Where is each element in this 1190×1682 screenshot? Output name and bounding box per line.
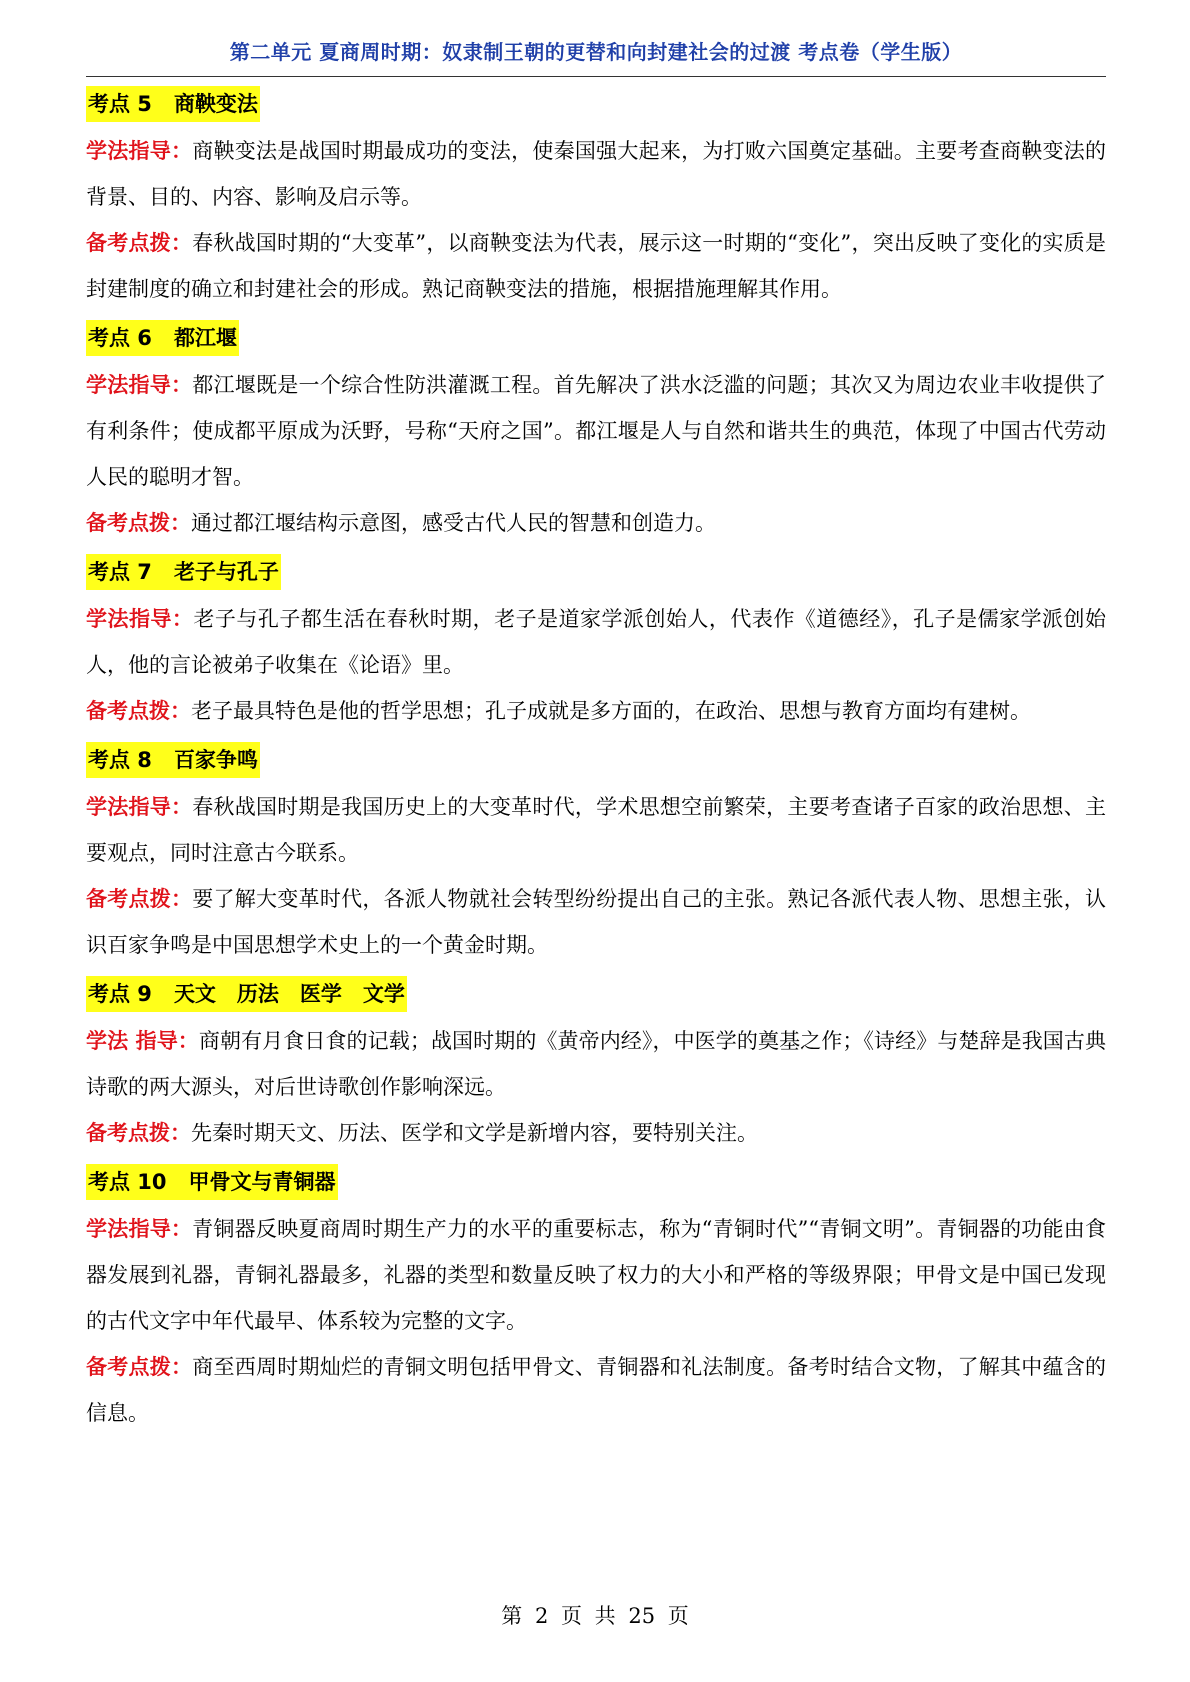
exam-tips	[86, 220, 1106, 312]
study-guide-label: 学法指导：	[86, 1217, 193, 1241]
header-title: 第二单元 夏商周时期：奴隶制王朝的更替和向封建社会的过渡 考点卷（学生版）	[229, 40, 963, 64]
study-guide-label: 学法 指导：	[86, 1029, 199, 1053]
topic-7	[86, 554, 1106, 734]
study-guide	[86, 1206, 1106, 1344]
study-guide-text: 老子与孔子都生活在春秋时期，老子是道家学派创始人，代表作《道德经》，孔子是儒家学派创始人，他的言论被弟子收集在《论语》里。	[86, 607, 1107, 677]
topic-number: 考点 7	[88, 560, 152, 584]
study-guide-text: 商鞅变法是战国时期最成功的变法，使秦国强大起来，为打败六国奠定基础。主要考查商鞅变法的背景、目的、内容、影响及启示等。	[86, 139, 1107, 209]
study-guide-text: 青铜器反映夏商周时期生产力的水平的重要标志，称为“青铜时代”“青铜文明”。青铜器的功能由食器发展到礼器，青铜礼器最多，礼器的类型和数量反映了权力的大小和严格的等级界限；甲骨文是中国已发现的古代文字中年代最早、体系较为完整的文字。	[86, 1217, 1106, 1333]
exam-tips-label: 备考点拨：	[86, 511, 191, 535]
topic-8	[86, 742, 1106, 968]
topic-number: 考点 9	[88, 982, 152, 1006]
topic-number: 考点 5	[88, 92, 152, 116]
exam-tips-label: 备考点拨：	[86, 887, 193, 911]
page-number: 第 2 页 共 25 页	[501, 1604, 689, 1628]
study-guide-label: 学法指导：	[86, 795, 193, 819]
topic-name: 老子与孔子	[173, 560, 279, 584]
topic-number: 考点 8	[88, 748, 152, 772]
exam-tips	[86, 1344, 1106, 1436]
page-footer	[0, 1600, 1190, 1630]
topic-number: 考点 6	[88, 326, 152, 350]
topic-heading	[86, 86, 260, 122]
topic-name: 天文 历法 医学 文学	[173, 982, 405, 1006]
exam-tips	[86, 500, 1106, 546]
study-guide-text: 都江堰既是一个综合性防洪灌溉工程。首先解决了洪水泛滥的问题；其次又为周边农业丰收提供了有利条件；使成都平原成为沃野，号称“天府之国”。都江堰是人与自然和谐共生的典范，体现了中国古代劳动人民的聪明才智。	[86, 373, 1107, 489]
exam-tips-text: 先秦时期天文、历法、医学和文学是新增内容，要特别关注。	[191, 1121, 758, 1145]
topic-number: 考点 10	[88, 1170, 167, 1194]
page-header	[86, 30, 1106, 77]
topic-5	[86, 86, 1106, 312]
document-body	[86, 86, 1106, 1444]
topic-9	[86, 976, 1106, 1156]
topic-heading	[86, 742, 260, 778]
exam-tips	[86, 876, 1106, 968]
exam-tips-text: 商至西周时期灿烂的青铜文明包括甲骨文、青铜器和礼法制度。备考时结合文物，了解其中蕴含的信息。	[86, 1355, 1107, 1425]
study-guide	[86, 784, 1106, 876]
exam-tips-text: 通过都江堰结构示意图，感受古代人民的智慧和创造力。	[191, 511, 716, 535]
topic-heading	[86, 320, 239, 356]
exam-tips-label: 备考点拨：	[86, 231, 193, 255]
exam-tips-label: 备考点拨：	[86, 699, 191, 723]
exam-tips-text: 春秋战国时期的“大变革”，以商鞅变法为代表，展示这一时期的“变化”，突出反映了变化的实质是封建制度的确立和封建社会的形成。熟记商鞅变法的措施，根据措施理解其作用。	[86, 231, 1106, 301]
topic-name: 商鞅变法	[173, 92, 258, 116]
study-guide	[86, 1018, 1106, 1110]
study-guide	[86, 362, 1106, 500]
topic-6	[86, 320, 1106, 546]
exam-tips	[86, 688, 1106, 734]
topic-name: 甲骨文与青铜器	[188, 1170, 336, 1194]
exam-tips	[86, 1110, 1106, 1156]
study-guide-label: 学法指导：	[86, 373, 193, 397]
study-guide-label: 学法指导：	[86, 607, 194, 631]
topic-10	[86, 1164, 1106, 1436]
topic-heading	[86, 1164, 338, 1200]
topic-name: 都江堰	[173, 326, 237, 350]
study-guide-text: 商朝有月食日食的记载；战国时期的《黄帝内经》，中医学的奠基之作；《诗经》与楚辞是我国古典诗歌的两大源头，对后世诗歌创作影响深远。	[86, 1029, 1107, 1099]
study-guide-text: 春秋战国时期是我国历史上的大变革时代，学术思想空前繁荣，主要考查诸子百家的政治思想、主要观点，同时注意古今联系。	[86, 795, 1107, 865]
topic-heading	[86, 554, 281, 590]
topic-heading	[86, 976, 407, 1012]
topic-name: 百家争鸣	[173, 748, 258, 772]
study-guide-label: 学法指导：	[86, 139, 193, 163]
study-guide	[86, 596, 1106, 688]
exam-tips-text: 老子最具特色是他的哲学思想；孔子成就是多方面的，在政治、思想与教育方面均有建树。	[191, 699, 1031, 723]
exam-tips-label: 备考点拨：	[86, 1121, 191, 1145]
exam-tips-label: 备考点拨：	[86, 1355, 193, 1379]
exam-tips-text: 要了解大变革时代，各派人物就社会转型纷纷提出自己的主张。熟记各派代表人物、思想主张，认识百家争鸣是中国思想学术史上的一个黄金时期。	[86, 887, 1107, 957]
study-guide	[86, 128, 1106, 220]
